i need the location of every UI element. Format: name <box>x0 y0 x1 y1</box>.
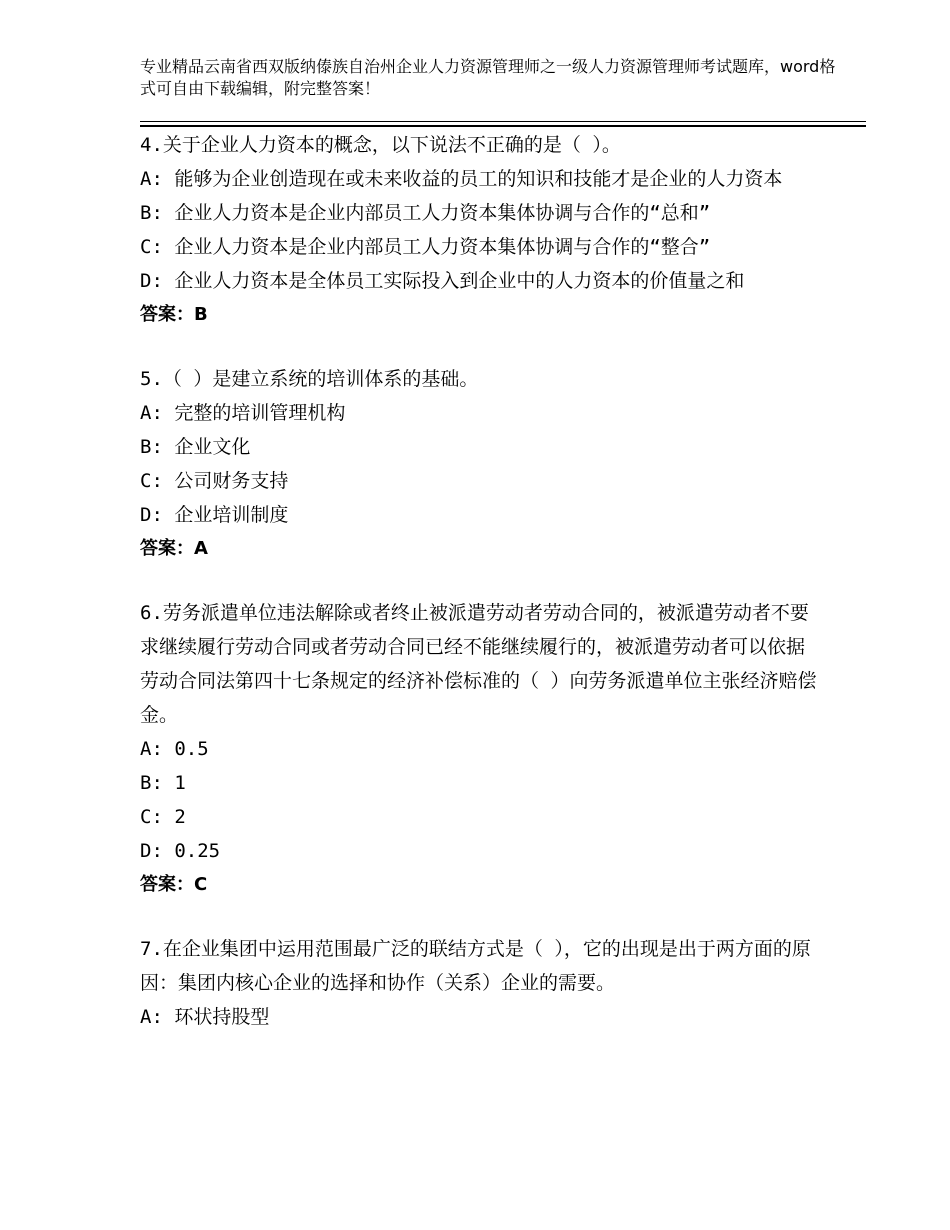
option-a: A: 能够为企业创造现在或未来收益的员工的知识和技能才是企业的人力资本 <box>140 168 783 190</box>
option-c: C: 公司财务支持 <box>140 470 289 492</box>
answer-label: 答案：B <box>140 304 208 325</box>
option-b: B: 企业人力资本是企业内部员工人力资本集体协调与合作的“总和” <box>140 202 711 224</box>
option-c: C: 企业人力资本是企业内部员工人力资本集体协调与合作的“整合” <box>140 236 711 258</box>
question-4 <box>140 128 820 332</box>
header-divider-thin <box>140 121 866 122</box>
option-c: C: 2 <box>140 806 186 828</box>
option-d: D: 0.25 <box>140 840 221 862</box>
option-b: B: 1 <box>140 772 186 794</box>
header-divider-thick <box>140 125 866 127</box>
question-stem: 4.关于企业人力资本的概念，以下说法不正确的是（ ）。 <box>140 134 621 156</box>
question-list <box>140 128 820 1064</box>
question-stem: 6.劳务派遣单位违法解除或者终止被派遣劳动者劳动合同的，被派遣劳动者不要求继续履行劳动合同或者劳动合同已经不能继续履行的，被派遣劳动者可以依据劳动合同法第四十七条规定的经济补偿标准的（ ）向劳务派遣单位主张经济赔偿金。 <box>140 602 817 726</box>
option-a: A: 完整的培训管理机构 <box>140 402 346 424</box>
option-a: A: 0.5 <box>140 738 209 760</box>
question-stem: 7.在企业集团中运用范围最广泛的联结方式是（ ），它的出现是出于两方面的原因：集团内核心企业的选择和协作（关系）企业的需要。 <box>140 938 811 994</box>
option-d: D: 企业人力资本是全体员工实际投入到企业中的人力资本的价值量之和 <box>140 270 745 292</box>
question-7 <box>140 932 820 1034</box>
answer-label: 答案：A <box>140 538 208 559</box>
option-a: A: 环状持股型 <box>140 1006 270 1028</box>
question-5 <box>140 362 820 566</box>
question-6 <box>140 596 820 902</box>
option-d: D: 企业培训制度 <box>140 504 289 526</box>
document-header: 专业精品云南省西双版纳傣族自治州企业人力资源管理师之一级人力资源管理师考试题库，word格式可自由下载编辑，附完整答案！ <box>140 57 836 98</box>
question-stem: 5.（ ）是建立系统的培训体系的基础。 <box>140 368 479 390</box>
option-b: B: 企业文化 <box>140 436 251 458</box>
answer-label: 答案：C <box>140 874 208 895</box>
